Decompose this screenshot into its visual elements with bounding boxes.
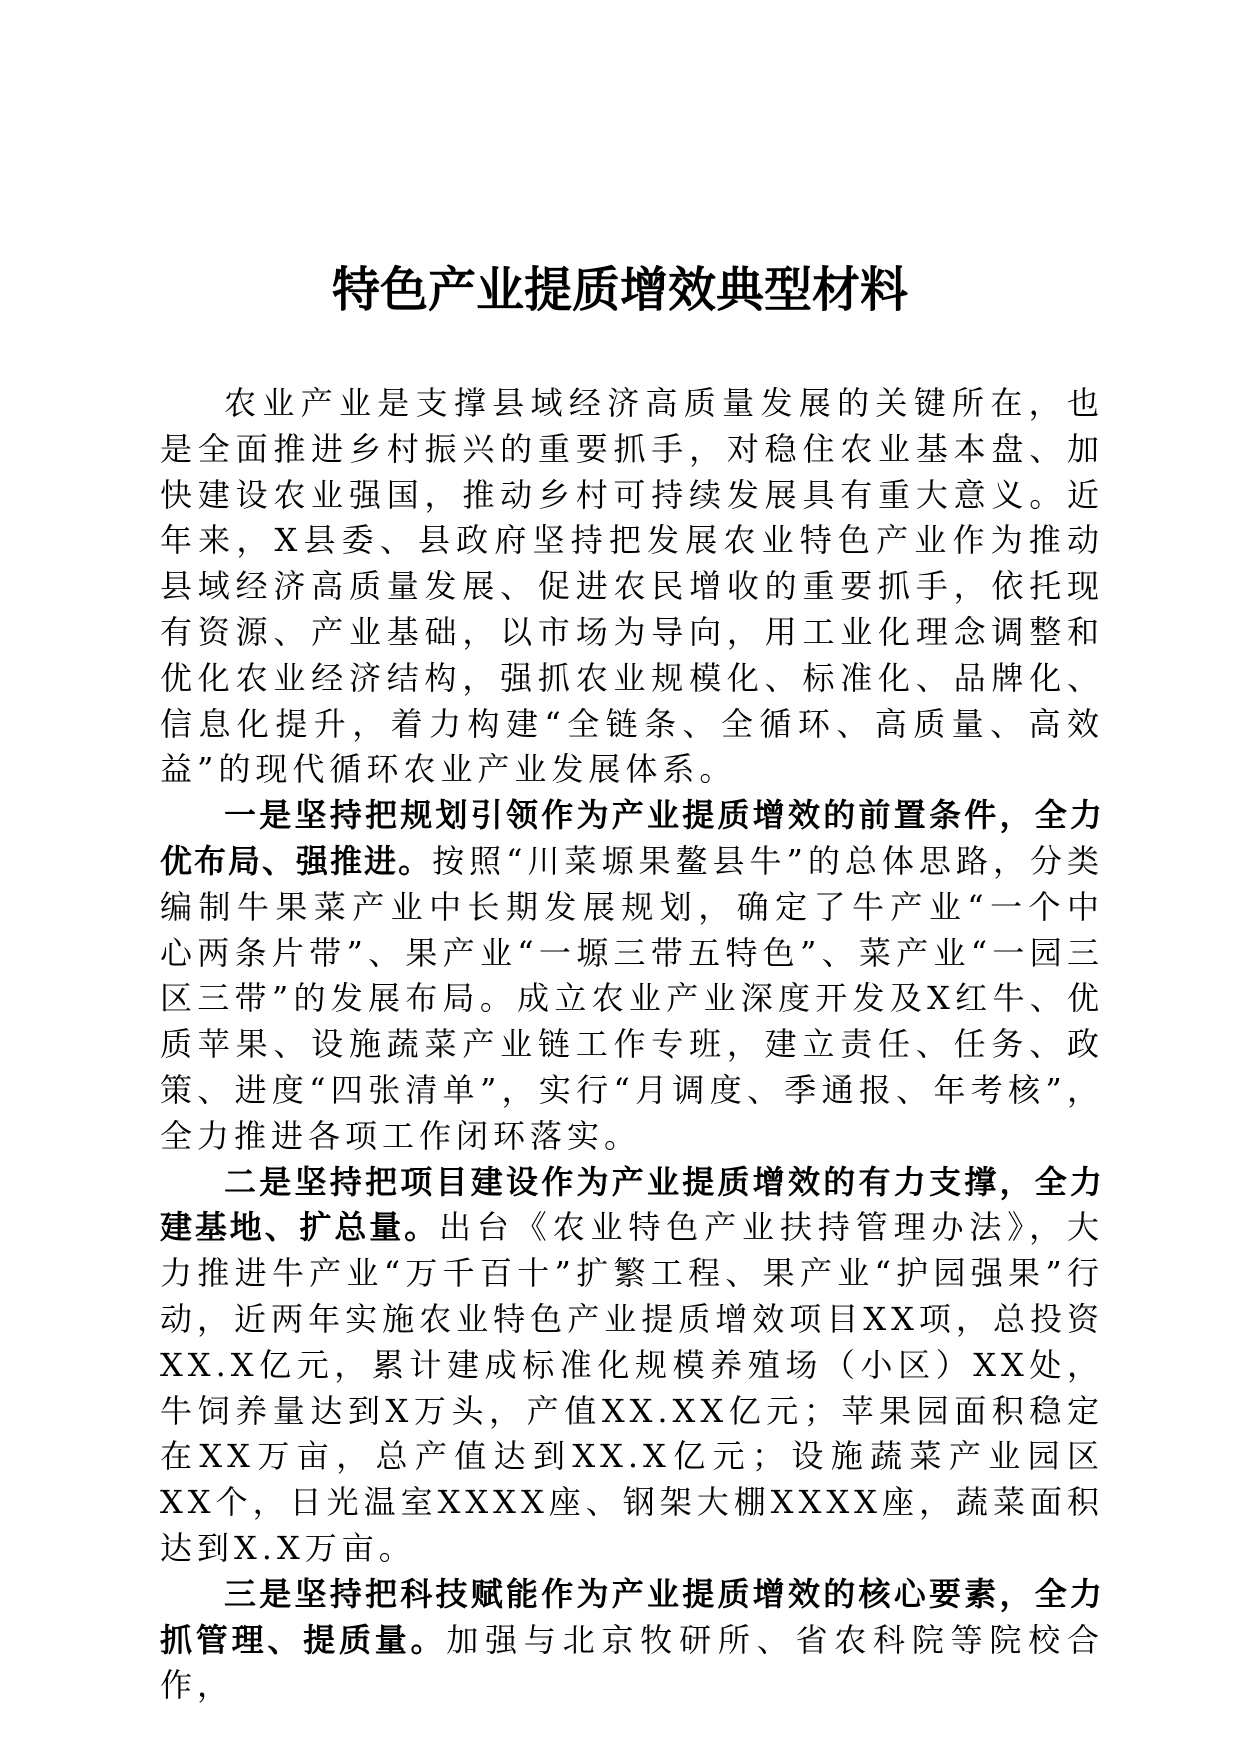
paragraph-intro <box>160 381 1104 793</box>
paragraph-lead: 三是坚持把科技赋能作为产业提质增效的核心要素，全力抓管理、提质量。 <box>160 1574 1104 1659</box>
document-title: 特色产业提质增效典型材料 <box>331 262 908 318</box>
paragraph-lead: 一是坚持把规划引领作为产业提质增效的前置条件，全力优布局、强推进。 <box>160 796 1104 880</box>
paragraph-point-3 <box>160 1572 1104 1709</box>
paragraph-text: 出台《农业特色产业扶持管理办法》，大力推进牛产业“万千百十”扩繁工程、果产业“护园强果”行动，近两年实施农业特色产业提质增效项目XX项，总投资XX.X亿元，累计建成标准化规模养殖场（小区）XX处，牛饲养量达到X万头，产值XX.XX亿元；苹果园面积稳定在XX万亩，总产值达到XX.X亿元；设施蔬菜产业园区XX个，日光温室XXXX座、钢架大棚XXXX座，蔬菜面积达到X.X万亩。 <box>160 1208 1104 1567</box>
paragraph-text: 农业产业是支撑县域经济高质量发展的关键所在，也是全面推进乡村振兴的重要抓手，对稳住农业基本盘、加快建设农业强国，推动乡村可持续发展具有重大意义。近年来，X县委、县政府坚持把发展农业特色产业作为推动县域经济高质量发展、促进农民增收的重要抓手，依托现有资源、产业基础，以市场为导向，用工业化理念调整和优化农业经济结构，强抓农业规模化、标准化、品牌化、信息化提升，着力构建“全链条、全循环、高质量、高效益”的现代循环农业产业发展体系。 <box>160 384 1104 789</box>
paragraph-text: 按照“川菜塬果鳌县牛”的总体思路，分类编制牛果菜产业中长期发展规划，确定了牛产业“一个中心两条片带”、果产业“一塬三带五特色”、菜产业“一园三区三带”的发展布局。成立农业产业深度开发及X红牛、优质苹果、设施蔬菜产业链工作专班，建立责任、任务、政策、进度“四张清单”，实行“月调度、季通报、年考核”，全力推进各项工作闭环落实。 <box>160 841 1104 1155</box>
paragraph-lead: 二是坚持把项目建设作为产业提质增效的有力支撑，全力建基地、扩总量。 <box>160 1162 1104 1247</box>
document-body <box>160 381 1104 1709</box>
paragraph-text: 加强与北京牧研所、省农科院等院校合作， <box>160 1620 1104 1705</box>
paragraph-point-1 <box>160 793 1104 1159</box>
paragraph-point-2 <box>160 1160 1104 1572</box>
